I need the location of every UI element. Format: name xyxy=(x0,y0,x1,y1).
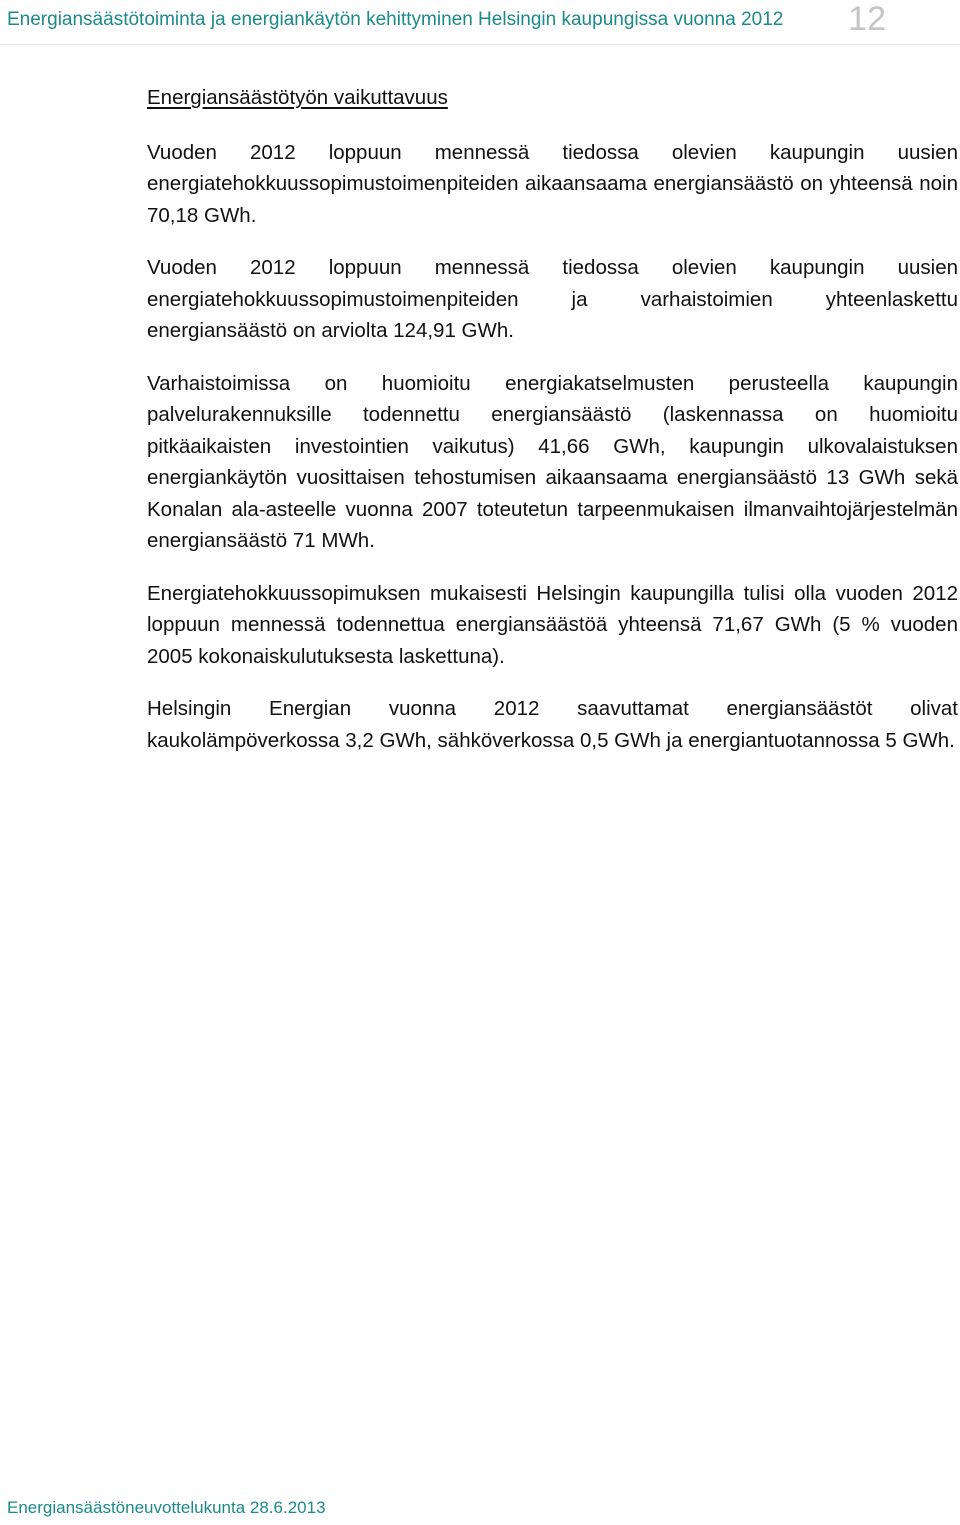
paragraph-helsingin-energia: Helsingin Energian vuonna 2012 saavuttamat energiansäästöt olivat kaukolämpöverkossa 3,2 GWh, sähköverkossa 0,5 GWh ja energiantuotannossa 5 GWh. xyxy=(147,697,958,752)
paragraph-combined-savings: Vuoden 2012 loppuun mennessä tiedossa olevien kaupungin uusien energiatehokkuussopimustoimenpiteiden ja varhaistoimien yhteenlaskettu energiansäästö on arviolta 124,91 GWh. xyxy=(147,256,958,342)
page-number: 12 xyxy=(848,0,886,38)
section-heading: Energiansäästötyön vaikuttavuus xyxy=(147,86,448,109)
document-title: Energiansäästötoiminta ja energiankäytön kehittyminen Helsingin kaupungissa vuonna 2012 xyxy=(7,9,784,30)
header-divider xyxy=(0,44,960,45)
paragraph-total-savings: Vuoden 2012 loppuun mennessä tiedossa olevien kaupungin uusien energiatehokkuussopimustoimenpiteiden aikaansaama energiansäästö on yhteensä noin 70,18 GWh. xyxy=(147,140,958,227)
paragraph-early-actions: Varhaistoimissa on huomioitu energiakatselmusten perusteella kaupungin palvelurakennuksille todennettu energiansäästö (laskennassa on huomioitu pitkäaikaisten investointien vaikutus) 41,66 GWh, kaupungin ulkovalaistuksen energiankäytön vuosittaisen tehostumisen aikaansaama energiansäästö 13 GWh sekä Konalan ala-asteelle vuonna 2007 toteutetun tarpeenmukaisen ilmanvaihtojärjestelmän energiansäästö 71 MWh. xyxy=(147,371,958,552)
main-content xyxy=(147,82,958,777)
paragraph-agreement-target: Energiatehokkuussopimuksen mukaisesti Helsingin kaupungilla tulisi olla vuoden 2012 loppuun mennessä todennettua energiansäästöä yhteensä 71,67 GWh (5 % vuoden 2005 kokonaiskulutuksesta laskettuna). xyxy=(147,581,958,668)
page-footer: Energiansäästöneuvottelukunta 28.6.2013 xyxy=(7,1498,326,1517)
